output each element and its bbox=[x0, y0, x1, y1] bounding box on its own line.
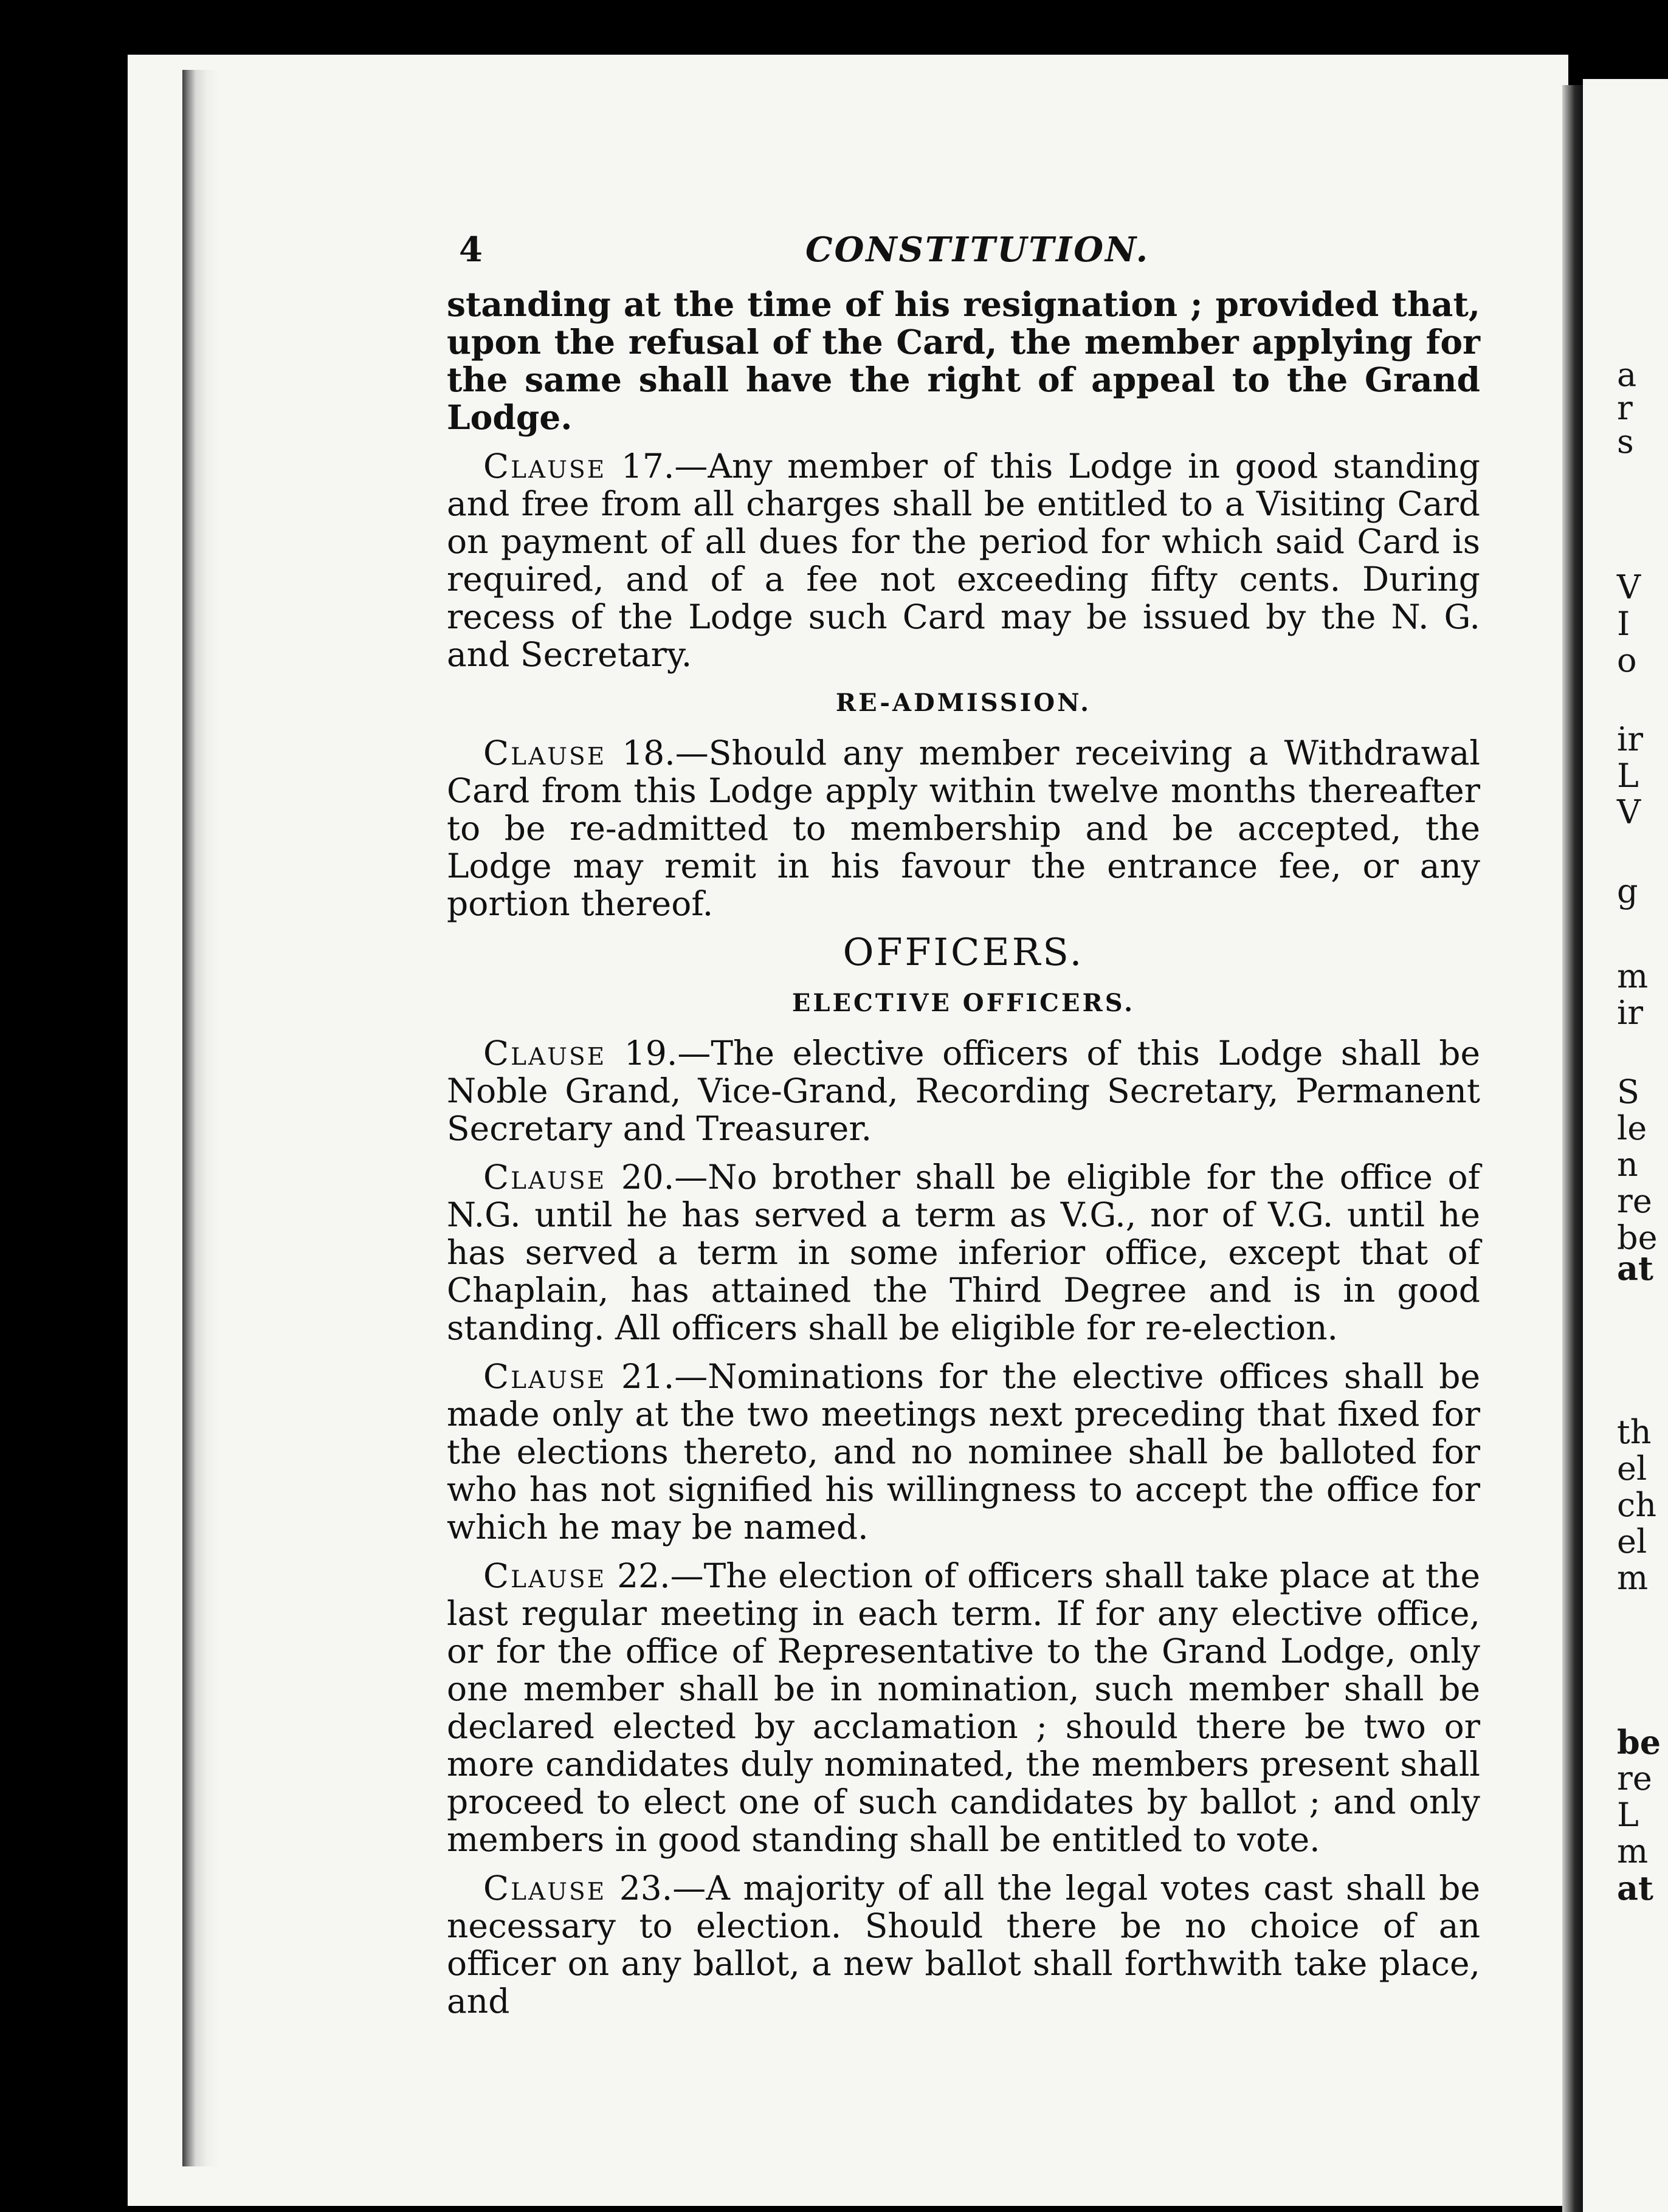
readmission-heading: RE-ADMISSION. bbox=[835, 689, 1092, 717]
facing-fragment: r bbox=[1617, 389, 1633, 427]
facing-fragment: V bbox=[1617, 793, 1641, 831]
facing-fragment: be bbox=[1617, 1218, 1658, 1257]
elective-officers-heading: ELECTIVE OFFICERS. bbox=[791, 989, 1136, 1017]
clause-21 bbox=[447, 1358, 1480, 1546]
clause-17 bbox=[447, 447, 1480, 673]
facing-fragment: at bbox=[1617, 1249, 1653, 1288]
clause-label: Clause bbox=[483, 1869, 607, 1908]
facing-fragment: m bbox=[1617, 957, 1649, 995]
clause-22 bbox=[447, 1557, 1480, 1858]
clause-20 bbox=[447, 1158, 1480, 1347]
continued-paragraph: standing at the time of his resignation ; provided that, upon the refusal of the Card, the member applying for the same shall have the right of appeal to the Grand Lodge. bbox=[447, 284, 1480, 437]
book-gutter bbox=[1562, 85, 1583, 2212]
facing-fragment: I bbox=[1617, 605, 1630, 643]
officers-heading: OFFICERS. bbox=[843, 930, 1084, 974]
facing-fragment: S bbox=[1617, 1073, 1639, 1111]
clause-label: Clause bbox=[483, 1158, 607, 1197]
facing-fragment: re bbox=[1617, 1759, 1652, 1798]
facing-fragment: m bbox=[1617, 1832, 1649, 1870]
facing-fragment: th bbox=[1617, 1413, 1652, 1451]
facing-fragment: ir bbox=[1617, 720, 1644, 758]
clause-text: 20.—No brother shall be eligible for the office of N.G. until he has served a term as V.G., nor of V.G. until he has served a term in some inferior office, except that of Chaplain, has attained the Third Degree and is in good standing. All officers shall be eligible for re-election. bbox=[447, 1158, 1480, 1347]
clause-text: 19.—The elective officers of this Lodge shall be Noble Grand, Vice-Grand, Recording Secretary, Permanent Secretary and Treasurer. bbox=[447, 1034, 1480, 1148]
facing-fragment: el bbox=[1617, 1449, 1647, 1488]
clause-18 bbox=[447, 734, 1480, 922]
clause-text: 21.—Nominations for the elective offices shall be made only at the two meetings next preceding that fixed for the elections thereto, and no nominee shall be balloted for who has not signified his willingness to accept the office for which he may be named. bbox=[447, 1357, 1480, 1547]
clause-label: Clause bbox=[483, 1357, 607, 1396]
clause-label: Clause bbox=[483, 733, 607, 772]
facing-fragment: s bbox=[1617, 422, 1634, 461]
page-edge-shadow bbox=[182, 70, 219, 2166]
clause-text: 18.—Should any member receiving a Withdrawal Card from this Lodge apply within twelve months thereafter to be re-admitted to membership and be accepted, the Lodge may remit in his favour the entrance fee, or any portion thereof. bbox=[447, 733, 1480, 923]
clause-label: Clause bbox=[483, 1556, 607, 1595]
facing-fragment: n bbox=[1617, 1146, 1638, 1184]
facing-fragment: le bbox=[1617, 1109, 1647, 1147]
facing-fragment: ch bbox=[1617, 1486, 1657, 1524]
clause-text: 17.—Any member of this Lodge in good standing and free from all charges shall be entitled to a Visiting Card on payment of all dues for the period for which said Card is required, and of a fee not exceeding fifty cents. During recess of the Lodge such Card may be issued by the N. G. and Secretary. bbox=[447, 447, 1480, 674]
clause-text: 22.—The election of officers shall take place at the last regular meeting in each term. If for any elective office, or for the office of Representative to the Grand Lodge, only one member shall be in nomination, such member shall be declared elected by acclamation ; should there be two or more candidates duly nominated, the members present shall proceed to elect one of such candidates by ballot ; and only members in good standing shall be entitled to vote. bbox=[447, 1556, 1480, 1859]
facing-fragment: ir bbox=[1617, 994, 1644, 1032]
running-title: CONSTITUTION. bbox=[805, 230, 1150, 270]
facing-fragment: at bbox=[1617, 1869, 1653, 1908]
clause-19 bbox=[447, 1034, 1480, 1147]
running-header bbox=[447, 231, 1480, 273]
facing-fragment: m bbox=[1617, 1559, 1649, 1597]
facing-fragment: o bbox=[1617, 641, 1637, 679]
facing-fragment: el bbox=[1617, 1522, 1647, 1561]
facing-fragment: L bbox=[1617, 757, 1639, 795]
facing-fragment: g bbox=[1617, 872, 1638, 910]
clause-label: Clause bbox=[483, 447, 607, 486]
clause-23 bbox=[447, 1869, 1480, 2020]
clause-label: Clause bbox=[483, 1034, 607, 1073]
text-column bbox=[447, 231, 1480, 2031]
page-number: 4 bbox=[459, 230, 483, 270]
clause-text: 23.—A majority of all the legal votes cast shall be necessary to election. Should there be no choice of an officer on any ballot, a new ballot shall forthwith take place, and bbox=[447, 1869, 1480, 2021]
facing-fragment: a bbox=[1617, 355, 1637, 394]
facing-fragment: be bbox=[1617, 1723, 1661, 1762]
facing-fragment: re bbox=[1617, 1182, 1652, 1220]
facing-fragment: V bbox=[1617, 568, 1641, 606]
facing-fragment: L bbox=[1617, 1796, 1639, 1834]
